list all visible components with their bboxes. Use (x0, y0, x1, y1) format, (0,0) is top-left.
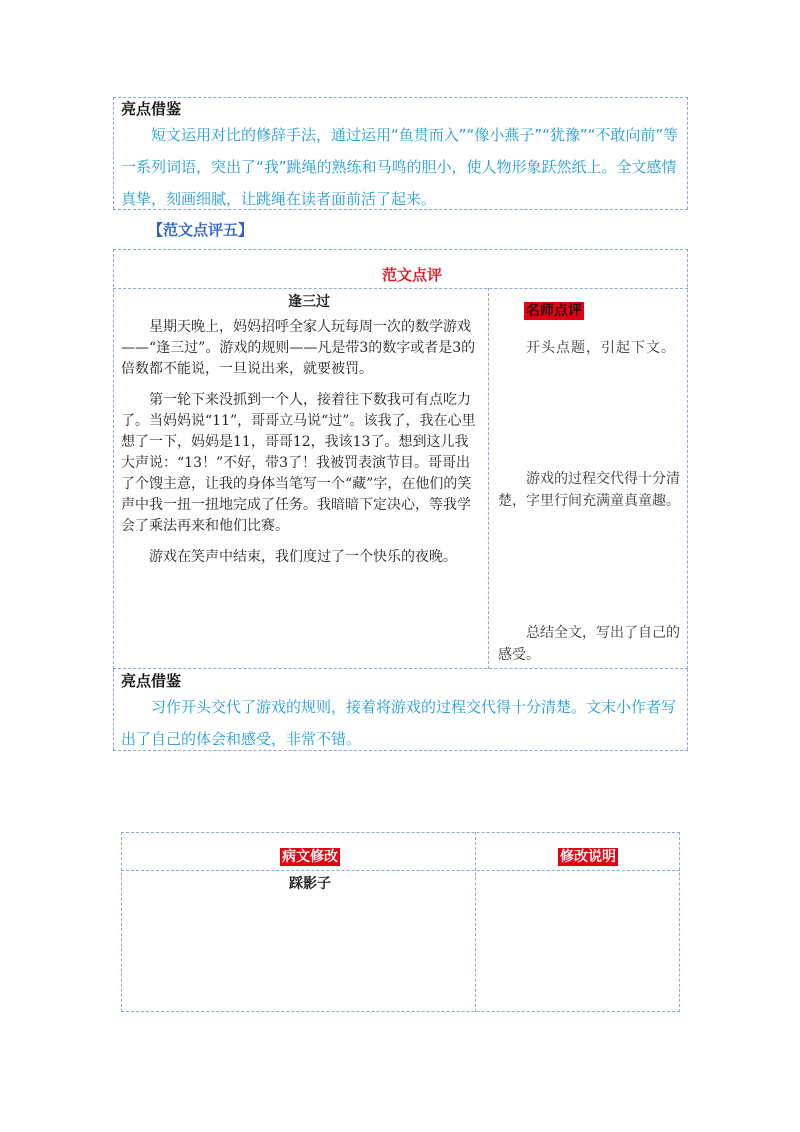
review-header-divider (113, 288, 688, 289)
section-heading: 【范文点评五】 (148, 221, 254, 239)
revision-column-divider (475, 832, 476, 1012)
revision-header-divider (121, 870, 680, 871)
highlight-text: 短文运用对比的修辞手法，通过运用“鱼贯而入”“像小燕子”“犹豫”“不敢向前”等一系列词语，突出了“我”跳绳的熟练和马鸣的胆小，使人物形象跃然纸上。全文感情真挚，刻画细腻，让跳绳在读者面前活了起来。 (121, 126, 679, 208)
essay-paragraph: 第一轮下来没抓到一个人，接着往下数我可有点吃力了。当妈妈说“11”，哥哥立马说“过”。该我了，我在心里想了一下，妈妈是11，哥哥12，我该13了。想到这儿我大声说：“13！”不好，带3了！我被罚表演节目。哥哥出了个馊主意，让我的身体当笔写一个“藏”字，在他们的笑声中我一扭一扭地完成了任务。我暗暗下定决心，等我学会了乘法再来和他们比赛。 (121, 392, 476, 534)
highlight-text-2: 习作开头交代了游戏的规则，接着将游戏的过程交代得十分清楚。文末小作者写出了自己的体会和感受，非常不错。 (121, 698, 677, 748)
teacher-comment-label-text: 名师点评 (526, 303, 582, 319)
review-header-title: 范文点评 (382, 266, 443, 284)
highlight-box-1-top-border (113, 97, 688, 98)
highlight-box-2-left-border (113, 669, 114, 750)
essay-body (121, 317, 481, 568)
revision-right-label-text: 修改说明 (560, 849, 616, 865)
teacher-comment: 总结全文，写出了自己的感受。 (498, 625, 680, 663)
essay-title: 逢三过 (288, 294, 330, 310)
highlight-box-2-right-border (687, 669, 688, 750)
teacher-comment: 开头点题，引起下文。 (526, 340, 676, 356)
essay-paragraph: 星期天晚上，妈妈招呼全家人玩每周一次的数学游戏——“逢三过”。游戏的规则——凡是带3的数字或者是3的倍数都不能说，一旦说出来，就要被罚。 (121, 319, 476, 377)
revision-left-label-text: 病文修改 (282, 849, 338, 865)
revision-left-label (280, 846, 340, 866)
essay-paragraph: 游戏在笑声中结束，我们度过了一个快乐的夜晚。 (149, 549, 457, 565)
review-column-divider (488, 288, 489, 669)
teacher-comment-label (524, 300, 584, 320)
highlight-title: 亮点借鉴 (121, 100, 182, 118)
revision-essay-title: 踩影子 (289, 876, 331, 892)
highlight-title-2: 亮点借鉴 (121, 672, 182, 690)
teacher-comment: 游戏的过程交代得十分清楚，字里行间充满童真童趣。 (498, 471, 680, 509)
revision-right-label (558, 846, 618, 866)
